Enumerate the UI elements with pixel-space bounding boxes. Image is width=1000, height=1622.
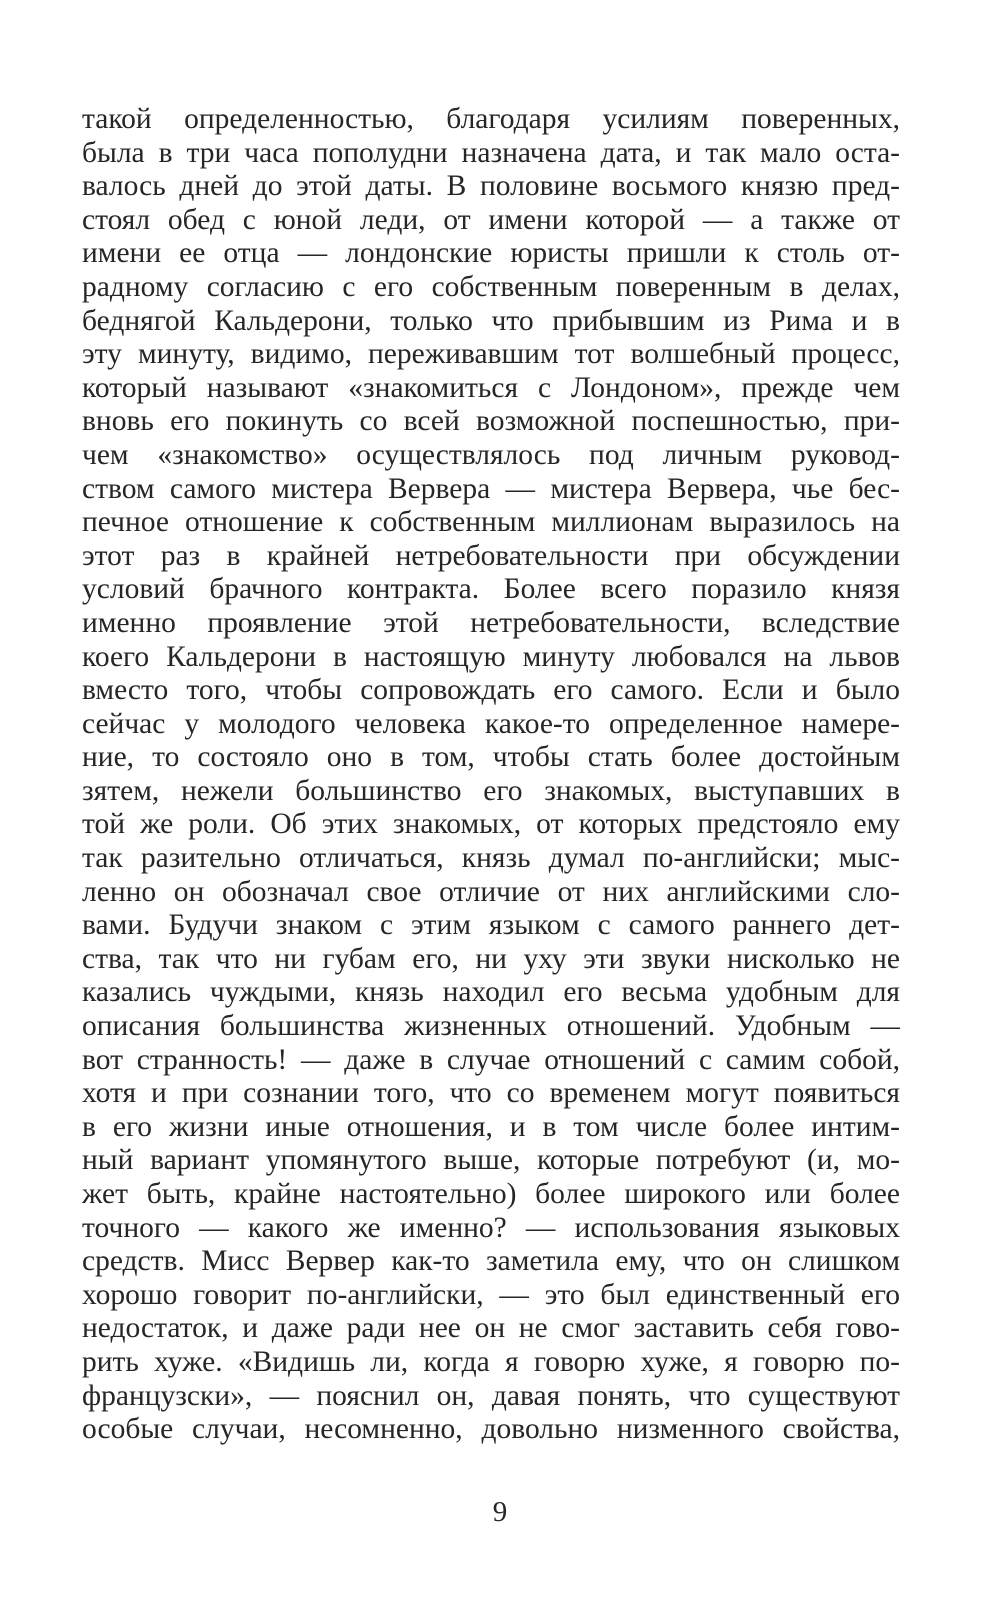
text-line: вами. Будучи знаком с этим языком с самого раннего дет- <box>82 909 900 942</box>
text-line: печное отношение к собственным миллионам выразилось на <box>82 506 900 539</box>
text-line: казались чуждыми, князь находил его весьма удобным для <box>82 976 900 1009</box>
text-line: в его жизни иные отношения, и в том числе более интим- <box>82 1110 900 1143</box>
text-line: была в три часа пополудни назначена дата, и так мало оста- <box>82 136 900 169</box>
text-line: ством самого мистера Вервера — мистера Вервера, чье бес- <box>82 472 900 505</box>
body-text <box>82 103 900 1447</box>
text-line: эту минуту, видимо, переживавшим тот волшебный процесс, <box>82 338 900 371</box>
text-line: вместо того, чтобы сопровождать его самого. Если и было <box>82 674 900 707</box>
text-line: радному согласию с его собственным поверенным в делах, <box>82 270 900 303</box>
text-line: валось дней до этой даты. В половине восьмого князю пред- <box>82 170 900 203</box>
text-line: чем «знакомство» осуществлялось под личным руковод- <box>82 438 900 471</box>
page-number: 9 <box>492 1496 508 1528</box>
text-line: ленно он обозначал свое отличие от них английскими сло- <box>82 875 900 908</box>
text-line: жет быть, крайне настоятельно) более широкого или более <box>82 1178 900 1210</box>
text-line: описания большинства жизненных отношений. Удобным — <box>82 1010 900 1043</box>
text-line: условий брачного контракта. Более всего поразило князя <box>82 573 900 606</box>
text-line: той же роли. Об этих знакомых, от которых предстояло ему <box>82 808 900 841</box>
text-line: хотя и при сознании того, что со временем могут появиться <box>82 1077 900 1110</box>
text-line: особые случаи, несомненно, довольно низменного свойства, <box>82 1413 900 1446</box>
text-line: средств. Мисс Вервер как-то заметила ему, что он слишком <box>82 1245 900 1278</box>
text-line: точного — какого же именно? — использования языковых <box>82 1211 900 1244</box>
text-line: недостаток, и даже ради нее он не смог заставить себя гово- <box>82 1312 900 1345</box>
text-line: имени ее отца — лондонские юристы пришли к столь от- <box>82 237 900 270</box>
text-line: который называют «знакомиться с Лондоном», прежде чем <box>82 371 900 404</box>
text-line: вот странность! — даже в случае отношений с самим собой, <box>82 1043 900 1076</box>
text-line: французски», — пояснил он, давая понять, что существуют <box>82 1379 900 1412</box>
text-line: этот раз в крайней нетребовательности при обсуждении <box>82 539 900 572</box>
text-line: ный вариант упомянутого выше, которые потребуют (и, мо- <box>82 1144 900 1177</box>
text-line: именно проявление этой нетребовательности, вследствие <box>82 606 900 639</box>
text-line: сейчас у молодого человека какое-то определенное намере- <box>82 707 900 740</box>
text-line: вновь его покинуть со всей возможной поспешностью, при- <box>82 405 900 438</box>
text-line: рить хуже. «Видишь ли, когда я говорю хуже, я говорю по- <box>82 1345 900 1378</box>
text-line: так разительно отличаться, князь думал по-английски; мыс- <box>82 842 900 875</box>
text-line: такой определенностью, благодаря усилиям поверенных, <box>82 103 900 135</box>
text-line: ние, то состояло оно в том, чтобы стать более достойным <box>82 741 900 774</box>
text-line: зятем, нежели большинство его знакомых, выступавших в <box>82 774 900 807</box>
text-line: стоял обед с юной леди, от имени которой — а также от <box>82 203 900 236</box>
text-line: хорошо говорит по-английски, — это был единственный его <box>82 1278 900 1311</box>
text-line: ства, так что ни губам его, ни уху эти звуки нисколько не <box>82 942 900 975</box>
text-line: беднягой Кальдерони, только что прибывшим из Рима и в <box>82 304 900 337</box>
text-line: коего Кальдерони в настоящую минуту любовался на львов <box>82 640 900 673</box>
